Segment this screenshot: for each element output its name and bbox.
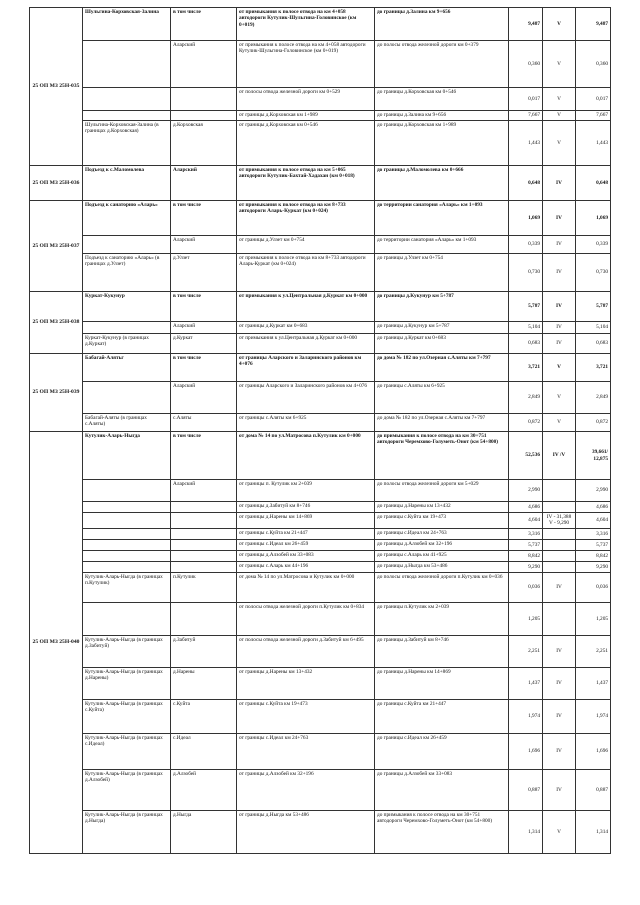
table-row xyxy=(30,502,611,513)
area-cell xyxy=(171,550,237,561)
length-cell: 0,872 xyxy=(509,414,543,432)
table-row xyxy=(30,334,611,354)
table-row xyxy=(30,539,611,550)
total-cell: 7,667 xyxy=(576,111,611,121)
total-cell: 0,887 xyxy=(576,769,611,810)
from-cell: от границы п. Кутулик км 2+039 xyxy=(237,480,375,502)
total-cell: 1,314 xyxy=(576,810,611,853)
length-cell: 0,730 xyxy=(509,254,543,292)
table-row xyxy=(30,41,611,88)
category-cell: V xyxy=(543,88,576,111)
to-cell: до границы д.Маломолева км 0+666 xyxy=(375,166,509,201)
area-cell: с.Идеал xyxy=(171,733,237,769)
total-cell: 3,721 xyxy=(576,354,611,382)
length-cell: 1,974 xyxy=(509,699,543,733)
road-name-cell: Кутулик-Аларь-Ныгда (в границах с.Идеал) xyxy=(83,733,171,769)
table-row xyxy=(30,201,611,236)
length-cell: 0,648 xyxy=(509,166,543,201)
category-cell xyxy=(543,602,576,635)
to-cell: до границы с.Аляты км 6+925 xyxy=(375,382,509,414)
to-cell: до границы д.Корховская км 0+546 xyxy=(375,88,509,111)
total-cell: 4,604 xyxy=(576,513,611,529)
length-cell: 1,437 xyxy=(509,667,543,699)
length-cell: 52,536 xyxy=(509,432,543,480)
road-name-cell: Подъезд к санаторию «Аларь» xyxy=(83,201,171,236)
table-row xyxy=(30,322,611,334)
total-cell: 0,017 xyxy=(576,88,611,111)
table-row xyxy=(30,810,611,853)
total-cell: 2,251 xyxy=(576,635,611,667)
length-cell: 9,487 xyxy=(509,8,543,41)
road-code-cell: 25 ОП МЗ 25Н-038 xyxy=(30,292,83,354)
from-cell: от границы с.Куйта км 21+447 xyxy=(237,528,375,539)
area-cell xyxy=(171,513,237,529)
to-cell: до границы д.Корховская км 1+989 xyxy=(375,121,509,166)
road-name-cell xyxy=(83,382,171,414)
length-cell: 9,290 xyxy=(509,561,543,572)
to-cell: до границы д.Куркат км 0+683 xyxy=(375,334,509,354)
from-cell: от полосы отвода железной дороги д.Забитуй км 6+495 xyxy=(237,635,375,667)
length-cell: 0,683 xyxy=(509,334,543,354)
length-cell: 0,360 xyxy=(509,41,543,88)
table-row xyxy=(30,382,611,414)
road-code-cell: 25 ОП МЗ 25Н-040 xyxy=(30,432,83,854)
table-row xyxy=(30,8,611,41)
length-cell: 0,887 xyxy=(509,769,543,810)
road-name-cell: Кутулик-Аларь-Ныгда (в границах д.Алзобей) xyxy=(83,769,171,810)
road-name-cell xyxy=(83,111,171,121)
from-cell: от границы д.Алзобей км 33+083 xyxy=(237,550,375,561)
to-cell: до полосы отвода железной дороги км 5+029 xyxy=(375,480,509,502)
area-cell xyxy=(171,88,237,111)
length-cell: 1,205 xyxy=(509,602,543,635)
total-cell: 9,290 xyxy=(576,561,611,572)
to-cell: до дома № 182 по ул.Озерная с.Аляты км 7+797 xyxy=(375,354,509,382)
category-cell: IV xyxy=(543,292,576,322)
road-code-cell: 25 ОП МЗ 25Н-037 xyxy=(30,201,83,292)
from-cell: от примыкания к полосе отвода на км 4+058 автодороги Кутулик-Шульгина-Головинское (км 0+019) xyxy=(237,8,375,41)
to-cell: до границы д.Нарены км 14+869 xyxy=(375,667,509,699)
category-cell: IV xyxy=(543,322,576,334)
area-cell: в том числе xyxy=(171,354,237,382)
table-row xyxy=(30,236,611,254)
category-cell: V xyxy=(543,41,576,88)
table-row xyxy=(30,414,611,432)
length-cell: 3,316 xyxy=(509,528,543,539)
from-cell: от границы с.Идеал км 24+763 xyxy=(237,733,375,769)
category-cell: IV xyxy=(543,236,576,254)
area-cell: Аларский xyxy=(171,236,237,254)
from-cell: от границы д.Забитуй км 8+746 xyxy=(237,502,375,513)
category-cell: IV xyxy=(543,769,576,810)
total-cell: 0,683 xyxy=(576,334,611,354)
road-name-cell xyxy=(83,539,171,550)
to-cell: до территории санатория «Аларь» км 1+093 xyxy=(375,201,509,236)
to-cell: до границы д.Ныгда км 53+486 xyxy=(375,561,509,572)
category-cell: V xyxy=(543,354,576,382)
length-cell: 4,686 xyxy=(509,502,543,513)
category-cell: IV xyxy=(543,334,576,354)
area-cell xyxy=(171,561,237,572)
table-row xyxy=(30,602,611,635)
area-cell: Аларский xyxy=(171,382,237,414)
road-name-cell: Куркат-Кукунур xyxy=(83,292,171,322)
to-cell: до примыкания к полосе отвода на км 30+751 автодороги Черемхово-Голуметь-Онот (км 54+800) xyxy=(375,432,509,480)
area-cell: д.Алзобей xyxy=(171,769,237,810)
to-cell: до границы д.Нарены км 13+432 xyxy=(375,502,509,513)
from-cell: от границы Аларского и Заларинского районов км 4+076 xyxy=(237,382,375,414)
length-cell: 2,990 xyxy=(509,480,543,502)
total-cell: 3,316 xyxy=(576,528,611,539)
length-cell: 5,787 xyxy=(509,292,543,322)
road-name-cell: Шульгина-Корховская-Залина (в границах д.Корховская) xyxy=(83,121,171,166)
to-cell: до границы д.Залина км 9+656 xyxy=(375,8,509,41)
area-cell: д.Ныгда xyxy=(171,810,237,853)
area-cell: Аларский xyxy=(171,322,237,334)
total-cell: 0,036 xyxy=(576,572,611,602)
category-cell: V xyxy=(543,382,576,414)
table-row xyxy=(30,480,611,502)
area-cell: Аларский xyxy=(171,41,237,88)
area-cell xyxy=(171,539,237,550)
category-cell xyxy=(543,550,576,561)
from-cell: от границы д.Нарены км 14+869 xyxy=(237,513,375,529)
area-cell: д.Корховская xyxy=(171,121,237,166)
road-name-cell xyxy=(83,480,171,502)
length-cell: 5,737 xyxy=(509,539,543,550)
length-cell: 0,036 xyxy=(509,572,543,602)
road-name-cell: Бабагай-Алятьг xyxy=(83,354,171,382)
from-cell: от границы с.Куйта км 19+473 xyxy=(237,699,375,733)
to-cell: до границы с.Куйта км 19+473 xyxy=(375,513,509,529)
road-name-cell: Кутулик-Аларь-Ныгда (в границах п.Кутулик) xyxy=(83,572,171,602)
table-row xyxy=(30,733,611,769)
from-cell: от границы с.Аларь км 44+196 xyxy=(237,561,375,572)
from-cell: от границы Аларского и Заларинского районов км 4+076 xyxy=(237,354,375,382)
table-row xyxy=(30,354,611,382)
category-cell: IV /V xyxy=(543,432,576,480)
road-name-cell: Куркат-Кукунур (в границах д.Куркат) xyxy=(83,334,171,354)
category-cell: IV - 31,388 V - 9,290 xyxy=(543,513,576,529)
length-cell: 5,104 xyxy=(509,322,543,334)
category-cell: V xyxy=(543,8,576,41)
total-cell: 1,974 xyxy=(576,699,611,733)
table-row xyxy=(30,121,611,166)
road-name-cell xyxy=(83,88,171,111)
road-name-cell xyxy=(83,502,171,513)
to-cell: до дома № 182 по ул.Озерная с.Аляты км 7+797 xyxy=(375,414,509,432)
from-cell: от примыкания к ул.Центральная д.Куркат км 0+000 xyxy=(237,334,375,354)
category-cell xyxy=(543,502,576,513)
to-cell: до полосы отвода железной дороги п.Кутулик км 0+036 xyxy=(375,572,509,602)
category-cell: V xyxy=(543,810,576,853)
from-cell: от примыкания к полосе отвода на км 8+733 автодороги Аларь-Куркат (км 0+024) xyxy=(237,254,375,292)
from-cell: от границы с.Идеал км 26+459 xyxy=(237,539,375,550)
length-cell: 1,443 xyxy=(509,121,543,166)
length-cell: 1,696 xyxy=(509,733,543,769)
category-cell: V xyxy=(543,121,576,166)
length-cell: 4,604 xyxy=(509,513,543,529)
category-cell: IV xyxy=(543,667,576,699)
area-cell xyxy=(171,502,237,513)
table-row xyxy=(30,572,611,602)
from-cell: от границы д.Куркат км 0+683 xyxy=(237,322,375,334)
total-cell: 0,730 xyxy=(576,254,611,292)
area-cell: д.Куркат xyxy=(171,334,237,354)
area-cell xyxy=(171,111,237,121)
to-cell: до границы п.Кутулик км 2+039 xyxy=(375,602,509,635)
to-cell: до границы с.Идеал км 24+763 xyxy=(375,528,509,539)
total-cell: 0,339 xyxy=(576,236,611,254)
length-cell: 1,314 xyxy=(509,810,543,853)
to-cell: до границы с.Аларь км 41+925 xyxy=(375,550,509,561)
area-cell: с.Аляты xyxy=(171,414,237,432)
road-name-cell: Кутулик-Аларь-Ныгда (в границах с.Куйта) xyxy=(83,699,171,733)
road-name-cell xyxy=(83,236,171,254)
road-code-cell: 25 ОП МЗ 25Н-036 xyxy=(30,166,83,201)
from-cell: от границы д.Ныгда км 53+486 xyxy=(237,810,375,853)
to-cell: до границы д.Залина км 9+656 xyxy=(375,111,509,121)
category-cell xyxy=(543,539,576,550)
table-row xyxy=(30,550,611,561)
total-cell: 2,849 xyxy=(576,382,611,414)
area-cell: в том числе xyxy=(171,201,237,236)
category-cell: IV xyxy=(543,254,576,292)
to-cell: до границы с.Куйта км 21+447 xyxy=(375,699,509,733)
total-cell: 39,661/ 12,875 xyxy=(576,432,611,480)
from-cell: от полосы отвода железной дороги км 0+529 xyxy=(237,88,375,111)
to-cell: до границы д.Алзобей км 32+196 xyxy=(375,539,509,550)
to-cell: до границы д.Улзет км 0+754 xyxy=(375,254,509,292)
category-cell: V xyxy=(543,111,576,121)
table-row xyxy=(30,292,611,322)
road-name-cell: Кутулик-Аларь-Ныгда (в границах д.Забитуй) xyxy=(83,635,171,667)
area-cell: с.Куйта xyxy=(171,699,237,733)
table-row xyxy=(30,88,611,111)
total-cell: 5,737 xyxy=(576,539,611,550)
area-cell: Аларский xyxy=(171,166,237,201)
road-name-cell: Бабагай-Аляты (в границах с.Аляты) xyxy=(83,414,171,432)
area-cell xyxy=(171,528,237,539)
road-name-cell: Кутулик-Аларь-Ныгда xyxy=(83,432,171,480)
table-row xyxy=(30,561,611,572)
length-cell: 7,667 xyxy=(509,111,543,121)
from-cell: от границы с.Аляты км 6+925 xyxy=(237,414,375,432)
category-cell: IV xyxy=(543,201,576,236)
total-cell: 1,437 xyxy=(576,667,611,699)
total-cell: 1,443 xyxy=(576,121,611,166)
table-row xyxy=(30,699,611,733)
to-cell: до полосы отвода железной дороги км 0+379 xyxy=(375,41,509,88)
category-cell xyxy=(543,480,576,502)
to-cell: до границы д.Кукунур км 5+787 xyxy=(375,322,509,334)
length-cell: 1,069 xyxy=(509,201,543,236)
to-cell: до границы д.Алзобей км 33+083 xyxy=(375,769,509,810)
from-cell: от дома № 14 по ул.Матросова и Кутулик км 0+000 xyxy=(237,572,375,602)
area-cell: д.Нарены xyxy=(171,667,237,699)
total-cell: 8,842 xyxy=(576,550,611,561)
category-cell xyxy=(543,528,576,539)
from-cell: от границы д.Корховская км 1+989 xyxy=(237,111,375,121)
area-cell: в том числе xyxy=(171,8,237,41)
table-row xyxy=(30,528,611,539)
road-name-cell xyxy=(83,322,171,334)
road-name-cell xyxy=(83,513,171,529)
total-cell: 4,686 xyxy=(576,502,611,513)
category-cell: IV xyxy=(543,699,576,733)
total-cell: 1,205 xyxy=(576,602,611,635)
road-code-cell: 25 ОП МЗ 25Н-039 xyxy=(30,354,83,432)
road-name-cell: Кутулик-Аларь-Ныгда (в границах д.Ныгда) xyxy=(83,810,171,853)
road-name-cell xyxy=(83,528,171,539)
table-row xyxy=(30,635,611,667)
road-name-cell: Кутулик-Аларь-Ныгда (в границах д.Нарены) xyxy=(83,667,171,699)
roads-table xyxy=(29,7,611,854)
area-cell: д.Улзет xyxy=(171,254,237,292)
from-cell: от полосы отвода железной дороги п.Кутулик км 0+834 xyxy=(237,602,375,635)
road-name-cell xyxy=(83,602,171,635)
area-cell: в том числе xyxy=(171,292,237,322)
category-cell: IV xyxy=(543,166,576,201)
length-cell: 2,849 xyxy=(509,382,543,414)
category-cell xyxy=(543,561,576,572)
table-row xyxy=(30,667,611,699)
total-cell: 1,696 xyxy=(576,733,611,769)
to-cell: до границы д.Забитуй км 8+746 xyxy=(375,635,509,667)
total-cell: 0,872 xyxy=(576,414,611,432)
to-cell: до границы д.Кукунур км 5+787 xyxy=(375,292,509,322)
table-row xyxy=(30,254,611,292)
from-cell: от границы д.Алзобей км 32+196 xyxy=(237,769,375,810)
total-cell: 5,104 xyxy=(576,322,611,334)
category-cell: IV xyxy=(543,572,576,602)
road-code-cell: 25 ОП МЗ 25Н-035 xyxy=(30,8,83,166)
to-cell: до границы с.Идеал км 26+459 xyxy=(375,733,509,769)
total-cell: 0,648 xyxy=(576,166,611,201)
area-cell: Аларский xyxy=(171,480,237,502)
table-row xyxy=(30,513,611,529)
road-name-cell xyxy=(83,550,171,561)
area-cell xyxy=(171,602,237,635)
from-cell: от примыкания к полосе отвода на км 5+065 автодороги Кутулик-Бахтай-Хадахан (км 0+018) xyxy=(237,166,375,201)
road-name-cell: Подъезд к с.Маломолева xyxy=(83,166,171,201)
table-row xyxy=(30,166,611,201)
length-cell: 8,842 xyxy=(509,550,543,561)
from-cell: от примыкания к полосе отвода на км 4+058 автодороги Кутулик-Шульгина-Головинское (км 0+019) xyxy=(237,41,375,88)
road-name-cell: Шульгина-Корховская-Залина xyxy=(83,8,171,41)
from-cell: от примыкания к ул.Центральная д.Куркат км 0+000 xyxy=(237,292,375,322)
table-row xyxy=(30,432,611,480)
total-cell: 5,787 xyxy=(576,292,611,322)
total-cell: 1,069 xyxy=(576,201,611,236)
category-cell: V xyxy=(543,414,576,432)
length-cell: 3,721 xyxy=(509,354,543,382)
from-cell: от дома № 14 по ул.Матросова п.Кутулик км 0+000 xyxy=(237,432,375,480)
category-cell: IV xyxy=(543,733,576,769)
length-cell: 2,251 xyxy=(509,635,543,667)
category-cell: IV xyxy=(543,635,576,667)
total-cell: 2,990 xyxy=(576,480,611,502)
road-name-cell: Подъезд к санаторию «Аларь» (в границах д.Улзет) xyxy=(83,254,171,292)
road-name-cell xyxy=(83,41,171,88)
to-cell: до примыкания к полосе отвода на км 30+751 автодороги Черемхово-Голуметь-Онот (км 54+800) xyxy=(375,810,509,853)
length-cell: 0,017 xyxy=(509,88,543,111)
area-cell: д.Забитуй xyxy=(171,635,237,667)
to-cell: до территории санатория «Аларь» км 1+093 xyxy=(375,236,509,254)
length-cell: 0,339 xyxy=(509,236,543,254)
area-cell: в том числе xyxy=(171,432,237,480)
road-name-cell xyxy=(83,561,171,572)
area-cell: п.Кутулик xyxy=(171,572,237,602)
from-cell: от примыкания к полосе отвода на км 8+733 автодороги Аларь-Куркат (км 0+024) xyxy=(237,201,375,236)
from-cell: от границы д.Улзет км 0+754 xyxy=(237,236,375,254)
total-cell: 9,487 xyxy=(576,8,611,41)
from-cell: от границы д.Корховская км 0+546 xyxy=(237,121,375,166)
from-cell: от границы д.Нарены км 13+432 xyxy=(237,667,375,699)
table-row xyxy=(30,769,611,810)
total-cell: 0,360 xyxy=(576,41,611,88)
table-row xyxy=(30,111,611,121)
